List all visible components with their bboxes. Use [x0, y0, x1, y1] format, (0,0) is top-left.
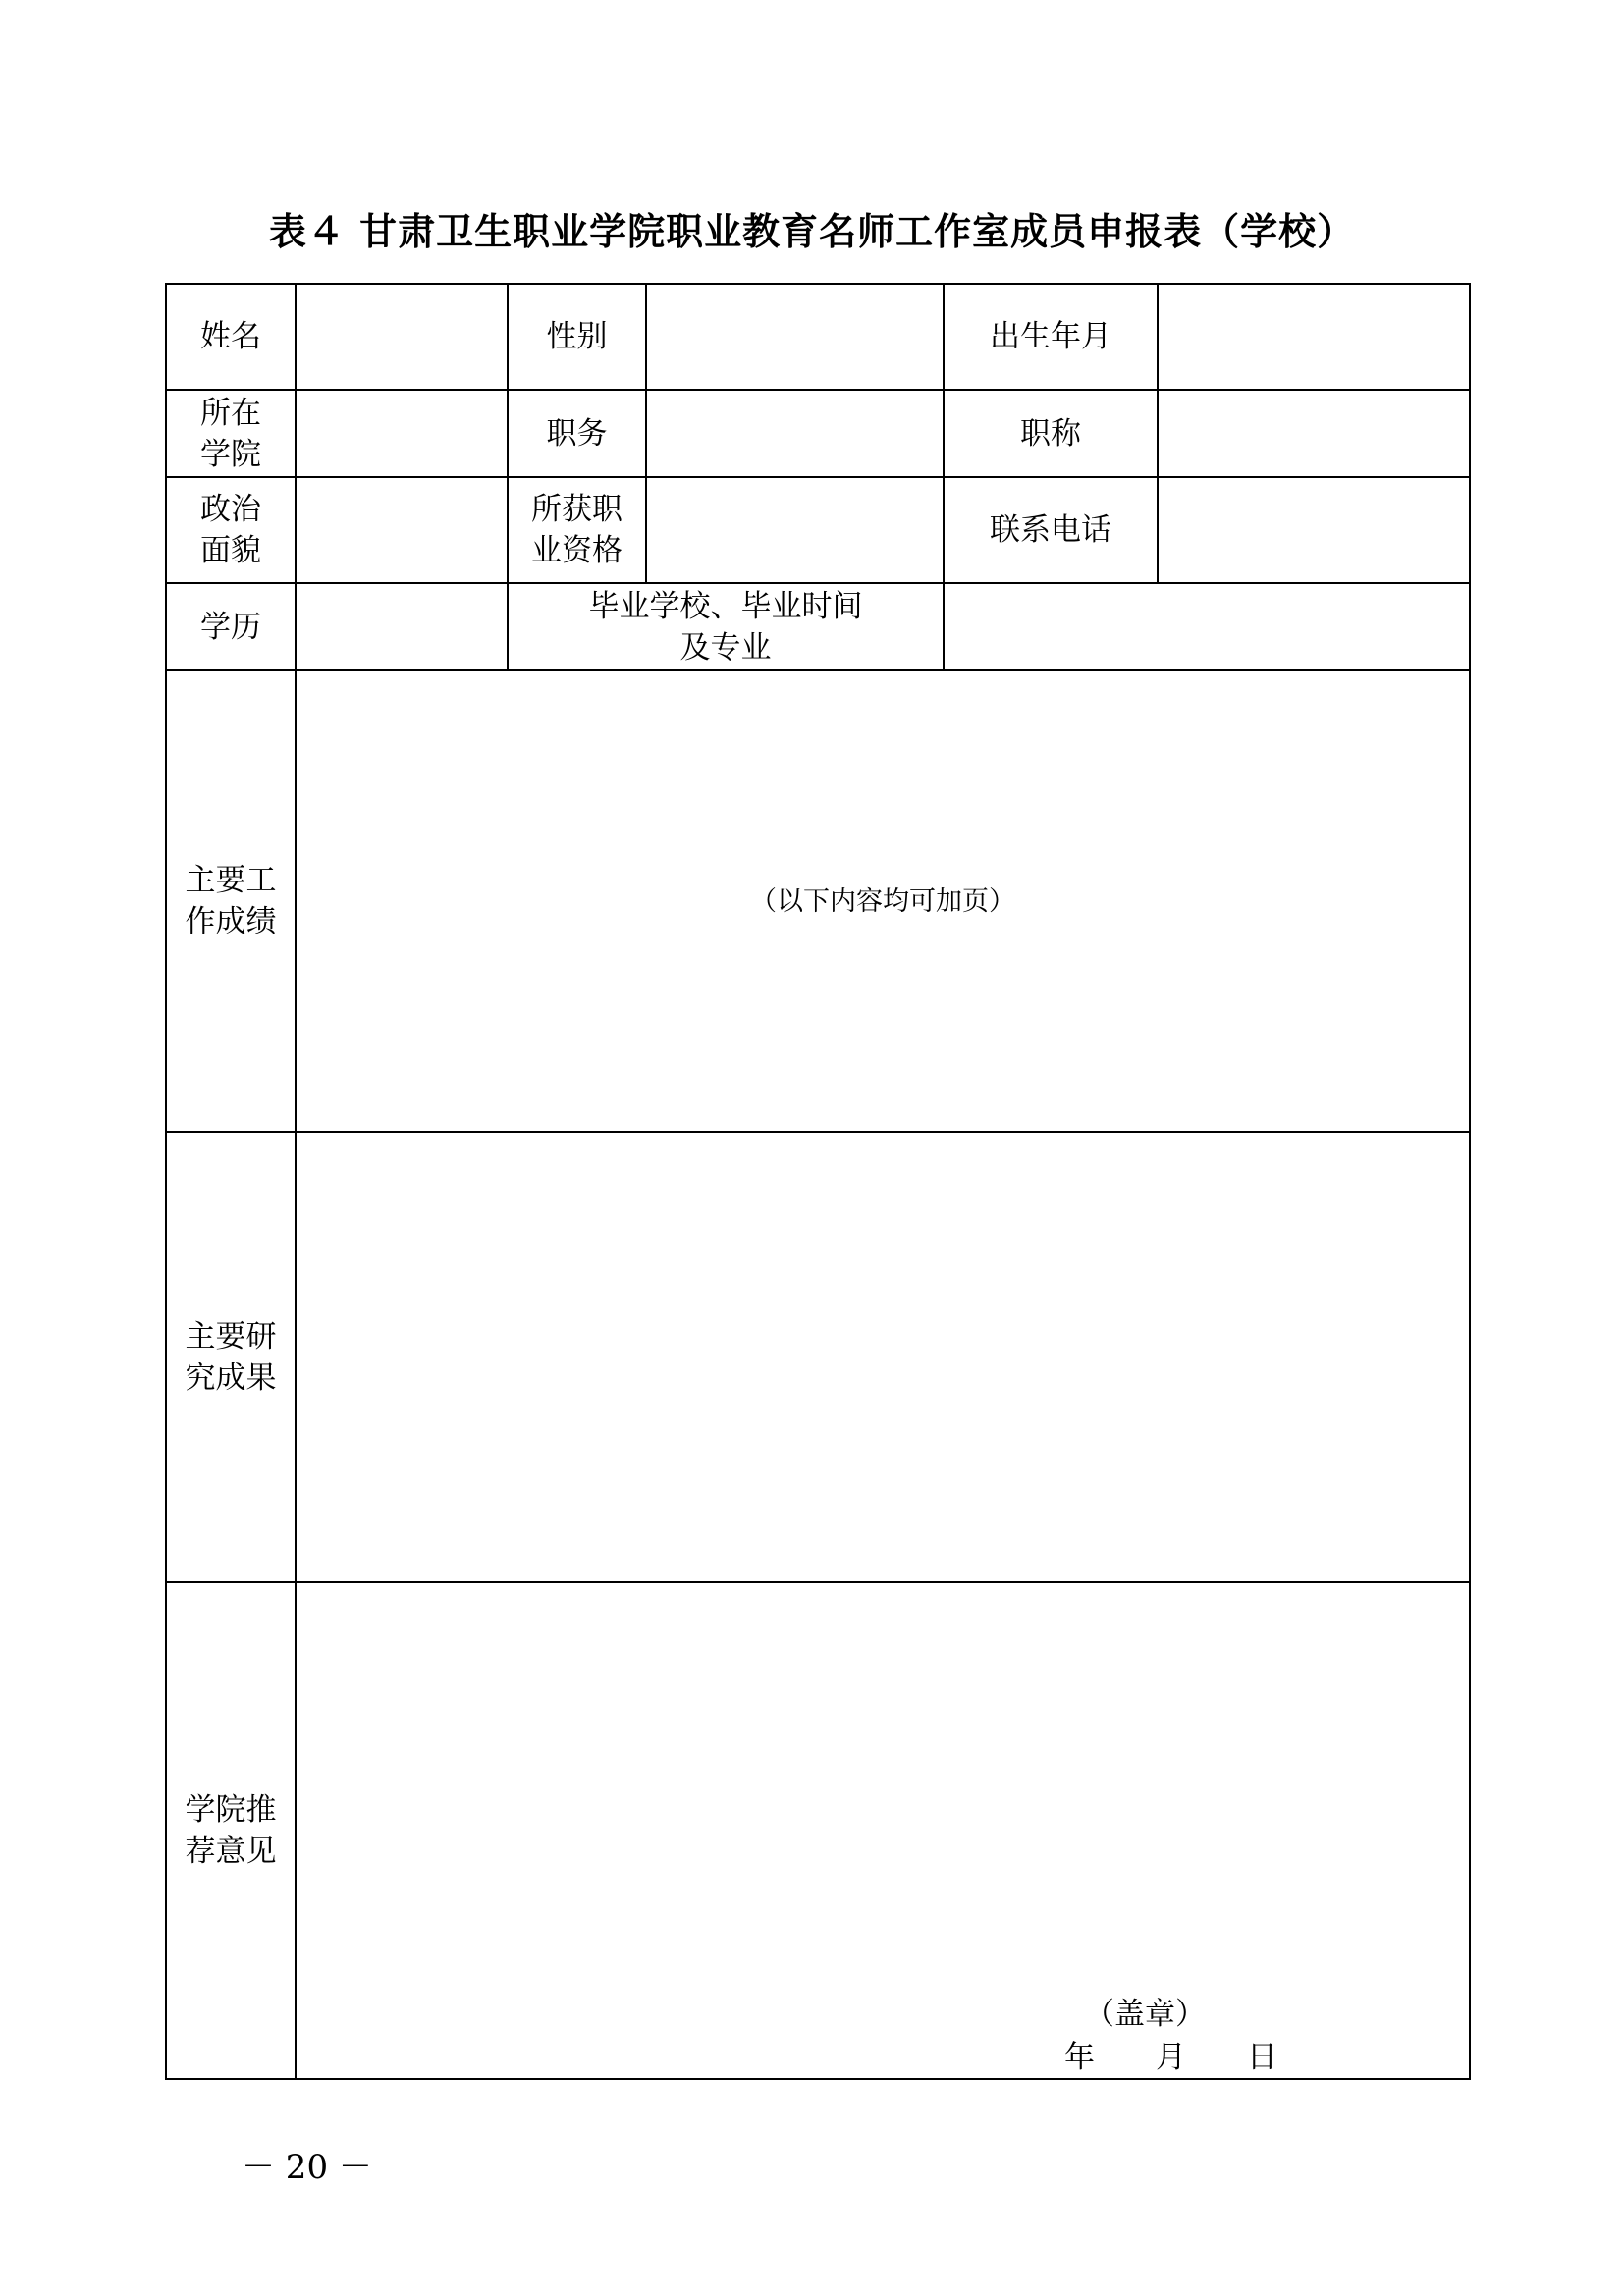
recommendation-label-line2: 荐意见 — [185, 1834, 277, 1869]
gender-label: 性别 — [508, 284, 646, 390]
seal-label: （盖章） — [1084, 1997, 1206, 2032]
phone-label: 联系电话 — [944, 477, 1158, 583]
recommendation-field[interactable] — [296, 1582, 1470, 2079]
political-status-field[interactable] — [296, 477, 508, 583]
professional-title-label: 职称 — [944, 390, 1158, 477]
research-label-line2: 究成果 — [185, 1360, 277, 1396]
political-label-line2: 面貌 — [200, 533, 261, 568]
qualification-label-line2: 业资格 — [531, 533, 623, 568]
education-label: 学历 — [166, 583, 296, 670]
form-row-college — [166, 390, 1470, 477]
application-form-table — [165, 283, 1471, 2080]
research-label — [166, 1132, 296, 1582]
name-field[interactable] — [296, 284, 508, 390]
position-label: 职务 — [508, 390, 646, 477]
college-field[interactable] — [296, 390, 508, 477]
college-label — [166, 390, 296, 477]
qualification-label — [508, 477, 646, 583]
form-row-basic-info — [166, 284, 1470, 390]
college-label-line2: 学院 — [200, 436, 261, 472]
achievements-field[interactable] — [296, 670, 1470, 1132]
research-label-line1: 主要研 — [185, 1318, 277, 1355]
graduation-label-line1: 毕业学校、毕业时间 — [588, 588, 863, 624]
phone-field[interactable] — [1158, 477, 1470, 583]
achievements-label-line2: 作成绩 — [185, 904, 277, 939]
achievements-label-line1: 主要工 — [185, 863, 277, 898]
form-row-education — [166, 583, 1470, 670]
political-status-label — [166, 477, 296, 583]
political-label-line1: 政治 — [200, 492, 261, 527]
form-row-achievements — [166, 670, 1470, 1132]
recommendation-label — [166, 1582, 296, 2079]
position-field[interactable] — [646, 390, 944, 477]
recommendation-label-line1: 学院推 — [185, 1792, 277, 1828]
education-field[interactable] — [296, 583, 508, 670]
college-label-line1: 所在 — [200, 395, 261, 431]
additional-pages-note: （以下内容均可加页） — [750, 886, 1015, 917]
graduation-label — [508, 583, 944, 670]
birth-date-label: 出生年月 — [944, 284, 1158, 390]
qualification-label-line1: 所获职 — [531, 492, 623, 527]
signature-date: 年 月 日 — [1064, 2040, 1277, 2075]
qualification-field[interactable] — [646, 477, 944, 583]
professional-title-field[interactable] — [1158, 390, 1470, 477]
gender-field[interactable] — [646, 284, 944, 390]
birth-date-field[interactable] — [1158, 284, 1470, 390]
form-title: 表４ 甘肃卫生职业学院职业教育名师工作室成员申报表（学校） — [268, 210, 1356, 253]
form-row-political — [166, 477, 1470, 583]
page-number: － 20 － — [242, 2148, 372, 2187]
research-field[interactable] — [296, 1132, 1470, 1582]
form-row-recommendation — [166, 1582, 1470, 2079]
graduation-label-line2: 及专业 — [679, 629, 772, 666]
achievements-label — [166, 670, 296, 1132]
form-row-research — [166, 1132, 1470, 1582]
name-label: 姓名 — [166, 284, 296, 390]
graduation-field[interactable] — [944, 583, 1470, 670]
